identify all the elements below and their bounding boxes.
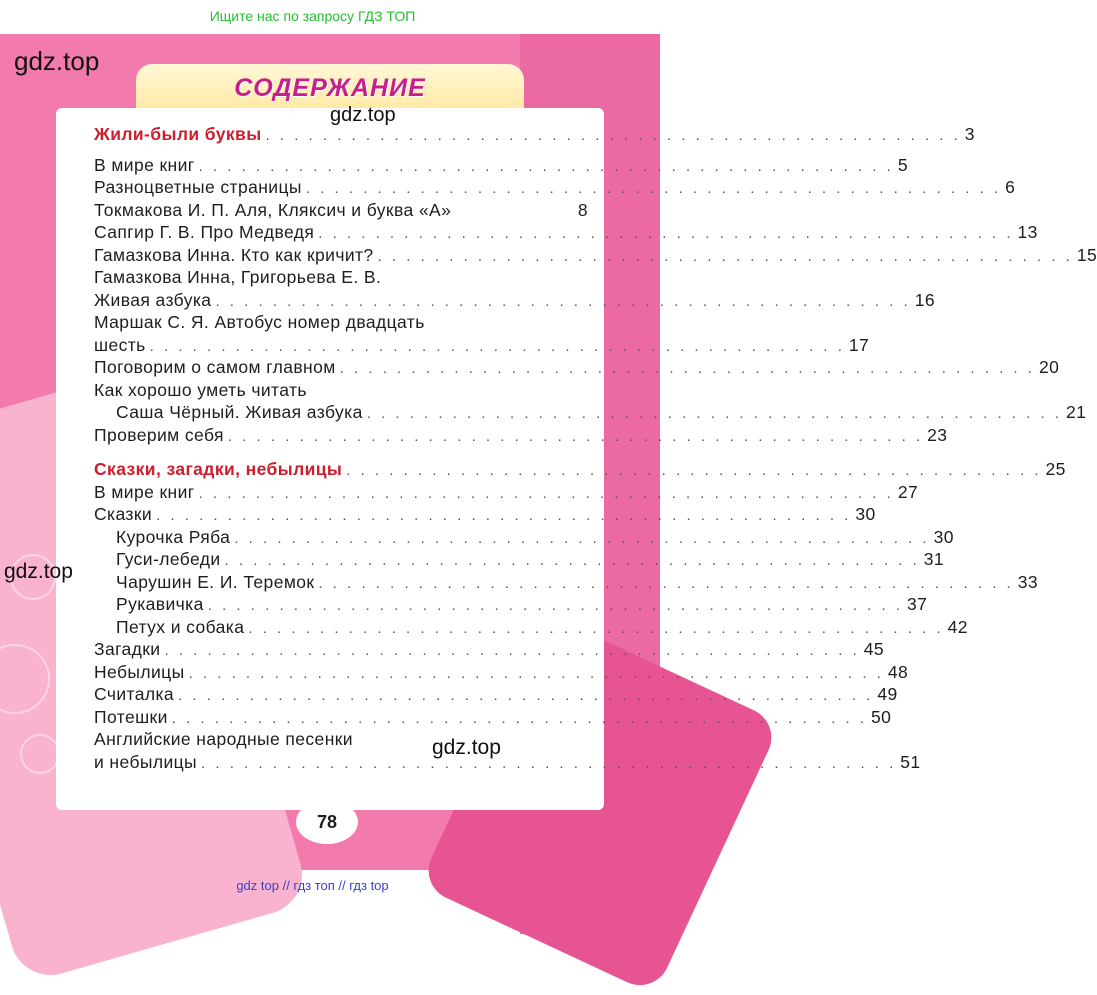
toc-entry[interactable] bbox=[94, 424, 948, 448]
dot-leader: . . . . . . . . . . . . . . . . . . . . . . . . . . . . . . . . . . . . . . . . . . . . . . . . . bbox=[318, 225, 1014, 242]
entry-title: Чарушин Е. И. Теремок bbox=[116, 571, 315, 592]
toc-entry[interactable] bbox=[94, 684, 898, 707]
dot-leader: . . . . . . . . . . . . . . . . . . . . . . . . . . . . . . . . . . . . . . . . . . . . . . . . . bbox=[198, 157, 894, 175]
dot-leader: . . . . . . . . . . . . . . . . . . . . . . . . . . . . . . . . . . . . . . . . . . . . . . . . . bbox=[227, 427, 924, 445]
dot-leader: . . . . . . . . . . . . . . . . . . . . . . . . . . . . . . . . . . . . . . . . . . . . . . . . . bbox=[156, 507, 852, 524]
watermark: gdz.top bbox=[14, 46, 100, 76]
toc-entry[interactable] bbox=[94, 177, 1016, 200]
dot-leader: . . . . . . . . . . . . . . . . . . . . . . . . . . . . . . . . . . . . . . . . . . . . . . . . . bbox=[178, 687, 874, 704]
entry-title: Считалка bbox=[94, 684, 175, 704]
entry-title: Сказки bbox=[94, 504, 153, 524]
toc-entry[interactable] bbox=[94, 200, 588, 223]
entry-page: 13 bbox=[1017, 222, 1038, 242]
entry-page: 42 bbox=[947, 616, 968, 637]
entry-title: Гамазкова Инна, Григорьева Е. В. bbox=[94, 267, 382, 287]
dot-leader: . . . . . . . . . . . . . . . . . . . . . . . . . . . . . . . . . . . . . . . . . . . . . . . . . bbox=[149, 337, 845, 355]
entry-title: В мире книг bbox=[94, 481, 195, 502]
bottom-bar: gdz top // гдз топ // гдз top bbox=[236, 878, 389, 893]
ornament-curl bbox=[20, 734, 60, 774]
toc-entry[interactable] bbox=[94, 289, 935, 313]
entry-title: Потешки bbox=[94, 706, 168, 727]
entry-page: 30 bbox=[933, 526, 954, 547]
toc-entry[interactable] bbox=[94, 706, 892, 730]
entry-page: 20 bbox=[1038, 357, 1060, 377]
toc-entry[interactable] bbox=[94, 549, 945, 572]
toc-entry[interactable] bbox=[94, 661, 909, 685]
entry-page: 8 bbox=[577, 199, 588, 220]
toc-entry[interactable] bbox=[94, 222, 1038, 245]
section-heading[interactable] bbox=[94, 124, 975, 147]
entry-page: 3 bbox=[964, 124, 975, 144]
entry-page: 45 bbox=[863, 639, 884, 659]
toc-entry[interactable] bbox=[94, 616, 968, 640]
dot-leader: . . . . . . . . . . . . . . . . . . . . . . . . . . . . . . . . . . . . . . . . . . . . . . . . . bbox=[164, 642, 860, 659]
entry-title: Проверим себя bbox=[94, 424, 224, 445]
entry-page: 6 bbox=[1005, 177, 1016, 197]
entry-page: 30 bbox=[855, 504, 876, 524]
entry-page: 17 bbox=[848, 334, 870, 355]
page-number: 78 bbox=[296, 800, 358, 844]
toc-entry[interactable] bbox=[94, 267, 588, 290]
entry-page: 27 bbox=[897, 481, 919, 502]
toc-entry[interactable] bbox=[94, 380, 588, 403]
entry-title: Саша Чёрный. Живая азбука bbox=[116, 402, 363, 422]
entry-page: 31 bbox=[923, 549, 945, 569]
dot-leader: . . . . . . . . . . . . . . . . . . . . . . . . . . . . . . . . . . . . . . . . . . . . . . . . . bbox=[224, 552, 920, 569]
entry-title: Жили-были буквы bbox=[94, 124, 262, 144]
entry-title: Загадки bbox=[94, 639, 161, 659]
dot-leader: . . . . . . . . . . . . . . . . . . . . . . . . . . . . . . . . . . . . . . . . . . . . . . . . . bbox=[215, 292, 911, 310]
table-of-contents bbox=[94, 124, 1097, 774]
entry-title: Английские народные песенки bbox=[94, 729, 353, 749]
dot-leader: . . . . . . . . . . . . . . . . . . . . . . . . . . . . . . . . . . . . . . . . . . . . . . . . . bbox=[339, 360, 1035, 377]
toc-entry[interactable] bbox=[94, 594, 928, 617]
dot-leader: . . . . . . . . . . . . . . . . . . . . . . . . . . . . . . . . . . . . . . . . . . . . . . . . . bbox=[305, 180, 1002, 197]
entry-title: шесть bbox=[94, 334, 146, 355]
dot-leader: . . . . . . . . . . . . . . . . . . . . . . . . . . . . . . . . . . . . . . . . . . . . . . . . . bbox=[198, 484, 894, 502]
dot-leader: . . . . . . . . . . . . . . . . . . . . . . . . . . . . . . . . . . . . . . . . . . . . . . . . . bbox=[346, 462, 1042, 479]
entry-title: Как хорошо уметь читать bbox=[94, 379, 307, 400]
toc-entry[interactable] bbox=[94, 504, 876, 527]
entry-title: Разноцветные страницы bbox=[94, 177, 302, 197]
entry-title: Поговорим о самом главном bbox=[94, 357, 336, 377]
entry-title: Токмакова И. П. Аля, Кляксич и буква «А» bbox=[94, 199, 452, 220]
dot-leader: . . . . . . . . . . . . . . . . . . . . . . . . . . . . . . . . . . . . . . . . . . . . . . . . . bbox=[265, 127, 961, 144]
watermark: gdz.top bbox=[432, 736, 501, 759]
entry-title: Курочка Ряба bbox=[116, 526, 231, 547]
toc-entry[interactable] bbox=[94, 154, 908, 178]
dot-leader: . . . . . . . . . . . . . . . . . . . . . . . . . . . . . . . . . . . . . . . . . . . . . . . . . bbox=[366, 405, 1062, 422]
entry-page: 33 bbox=[1017, 571, 1038, 592]
entry-page: 37 bbox=[907, 594, 928, 614]
entry-page: 51 bbox=[900, 751, 921, 772]
entry-page: 21 bbox=[1065, 402, 1087, 422]
toc-entry[interactable] bbox=[94, 729, 588, 752]
dot-leader: . . . . . . . . . . . . . . . . . . . . . . . . . . . . . . . . . . . . . . . . . . . . . . . . . bbox=[188, 664, 884, 682]
toc-entry[interactable] bbox=[94, 481, 919, 505]
toc-entry[interactable] bbox=[94, 312, 588, 335]
entry-title: Гуси-лебеди bbox=[116, 549, 221, 569]
entry-page: 25 bbox=[1045, 459, 1066, 479]
entry-title: Сапгир Г. В. Про Медведя bbox=[94, 222, 315, 242]
entry-title: и небылицы bbox=[94, 751, 198, 772]
dot-leader: . . . . . . . . . . . . . . . . . . . . . . . . . . . . . . . . . . . . . . . . . . . . . . . . . bbox=[318, 574, 1014, 592]
entry-title: В мире книг bbox=[94, 154, 195, 175]
entry-page: 50 bbox=[871, 706, 892, 727]
entry-title: Сказки, загадки, небылицы bbox=[94, 459, 343, 479]
section-heading[interactable] bbox=[94, 459, 1066, 482]
toc-entry[interactable] bbox=[94, 639, 884, 662]
dot-leader: . . . . . . . . . . . . . . . . . . . . . . . . . . . . . . . . . . . . . . . . . . . . . . . . . bbox=[248, 619, 944, 637]
entry-page: 16 bbox=[914, 289, 935, 310]
entry-title: Рукавичка bbox=[116, 594, 204, 614]
dot-leader: . . . . . . . . . . . . . . . . . . . . . . . . . . . . . . . . . . . . . . . . . . . . . . . . . bbox=[377, 247, 1073, 265]
entry-title: Гамазкова Инна. Кто как кричит? bbox=[94, 244, 374, 265]
dot-leader: . . . . . . . . . . . . . . . . . . . . . . . . . . . . . . . . . . . . . . . . . . . . . . . . . bbox=[171, 709, 867, 727]
entry-page: 15 bbox=[1076, 244, 1097, 265]
toc-entry[interactable] bbox=[94, 244, 1097, 268]
toc-entry[interactable] bbox=[94, 571, 1038, 595]
entry-page: 48 bbox=[887, 661, 909, 682]
watermark: gdz.top bbox=[330, 104, 396, 126]
toc-entry[interactable] bbox=[94, 526, 954, 550]
toc-entry[interactable] bbox=[94, 402, 1087, 425]
entry-page: 49 bbox=[877, 684, 898, 704]
dot-leader: . . . . . . . . . . . . . . . . . . . . . . . . . . . . . . . . . . . . . . . . . . . . . . . . . bbox=[201, 754, 897, 772]
dot-leader: . . . . . . . . . . . . . . . . . . . . . . . . . . . . . . . . . . . . . . . . . . . . . . . . . bbox=[234, 529, 930, 547]
entry-title: Живая азбука bbox=[94, 289, 212, 310]
entry-page: 5 bbox=[897, 154, 908, 175]
toc-entry[interactable] bbox=[94, 334, 870, 358]
entry-title: Небылицы bbox=[94, 661, 185, 682]
toc-entry[interactable] bbox=[94, 357, 1060, 380]
page-title: СОДЕРЖАНИЕ bbox=[234, 74, 426, 102]
dot-leader: . . . . . . . . . . . . . . . . . . . . . . . . . . . . . . . . . . . . . . . . . . . . . . . . . bbox=[207, 597, 904, 614]
entry-title: Петух и собака bbox=[116, 616, 245, 637]
watermark: gdz.top bbox=[4, 560, 73, 583]
entry-page: 23 bbox=[927, 424, 948, 445]
toc-entry[interactable] bbox=[94, 751, 921, 775]
top-banner: Ищите нас по запросу ГДЗ ТОП bbox=[209, 8, 416, 24]
entry-title: Маршак С. Я. Автобус номер двадцать bbox=[94, 312, 425, 332]
